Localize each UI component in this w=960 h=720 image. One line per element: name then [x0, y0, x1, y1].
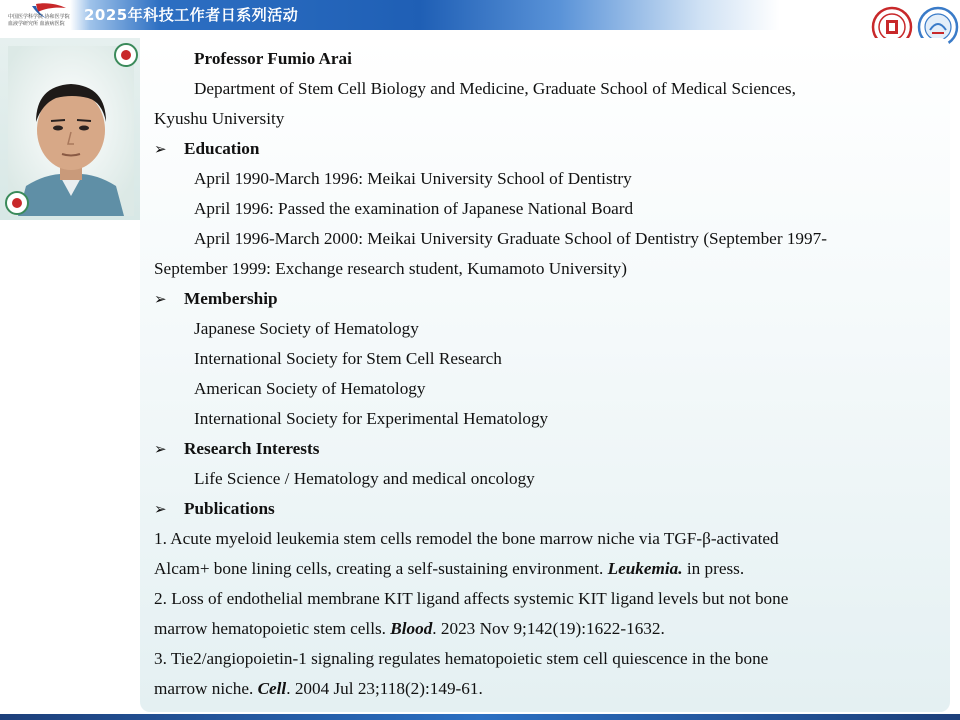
- affiliation-line-2: Kyushu University: [154, 109, 285, 128]
- publication-line: 1. Acute myeloid leukemia stem cells remodel the bone marrow niche via TGF-β-activated: [154, 529, 779, 548]
- event-title: 2025年科技工作者日系列活动: [84, 6, 299, 24]
- photo-panel: [0, 38, 140, 220]
- section-heading-education: ➢ Education: [154, 139, 260, 158]
- education-item: April 1996: Passed the examination of Japanese National Board: [194, 199, 634, 218]
- section-heading-research: ➢ Research Interests: [154, 439, 320, 458]
- publication-line: marrow hematopoietic stem cells. Blood. 2023 Nov 9;142(19):1622-1632.: [154, 619, 665, 638]
- arrow-bullet-icon: ➢: [154, 140, 167, 158]
- section-heading-membership: ➢ Membership: [154, 289, 278, 308]
- bottom-bar: [0, 714, 960, 720]
- publication-line: marrow niche. Cell. 2004 Jul 23;118(2):149-61.: [154, 679, 483, 698]
- arrow-bullet-icon: ➢: [154, 440, 167, 458]
- small-seal-icon: [113, 42, 139, 68]
- section-heading-publications: ➢ Publications: [154, 499, 275, 518]
- publication-line: 2. Loss of endothelial membrane KIT ligand affects systemic KIT ligand levels but not bone: [154, 589, 789, 608]
- arrow-bullet-icon: ➢: [154, 500, 167, 518]
- header-band: [0, 0, 960, 30]
- membership-item: International Society for Stem Cell Research: [194, 349, 502, 368]
- publication-line: Alcam+ bone lining cells, creating a self-sustaining environment. Leukemia. in press.: [154, 559, 745, 578]
- education-item: April 1990-March 1996: Meikai University School of Dentistry: [194, 169, 632, 188]
- small-seal-icon: [4, 190, 30, 216]
- journal-name: Leukemia.: [607, 559, 683, 578]
- membership-item: Japanese Society of Hematology: [194, 319, 419, 338]
- arrow-bullet-icon: ➢: [154, 290, 167, 308]
- membership-item: American Society of Hematology: [194, 379, 426, 398]
- brand-caption: 中国医学科学院 协和医学院 血液学研究所 血液病医院: [8, 14, 70, 27]
- research-item: Life Science / Hematology and medical oncology: [194, 469, 535, 488]
- journal-name: Blood: [390, 619, 433, 638]
- education-item: April 1996-March 2000: Meikai University Graduate School of Dentistry (September 1997-: [194, 229, 827, 248]
- journal-name: Cell: [257, 679, 287, 698]
- affiliation-line-1: Department of Stem Cell Biology and Medicine, Graduate School of Medical Sciences,: [194, 79, 796, 98]
- membership-item: International Society for Experimental Hematology: [194, 409, 549, 428]
- content-card: [140, 38, 950, 712]
- publication-line: 3. Tie2/angiopoietin-1 signaling regulates hematopoietic stem cell quiescence in the bone: [154, 649, 769, 668]
- speaker-name: Professor Fumio Arai: [194, 49, 352, 68]
- education-item-continuation: September 1999: Exchange research student, Kumamoto University): [154, 259, 628, 278]
